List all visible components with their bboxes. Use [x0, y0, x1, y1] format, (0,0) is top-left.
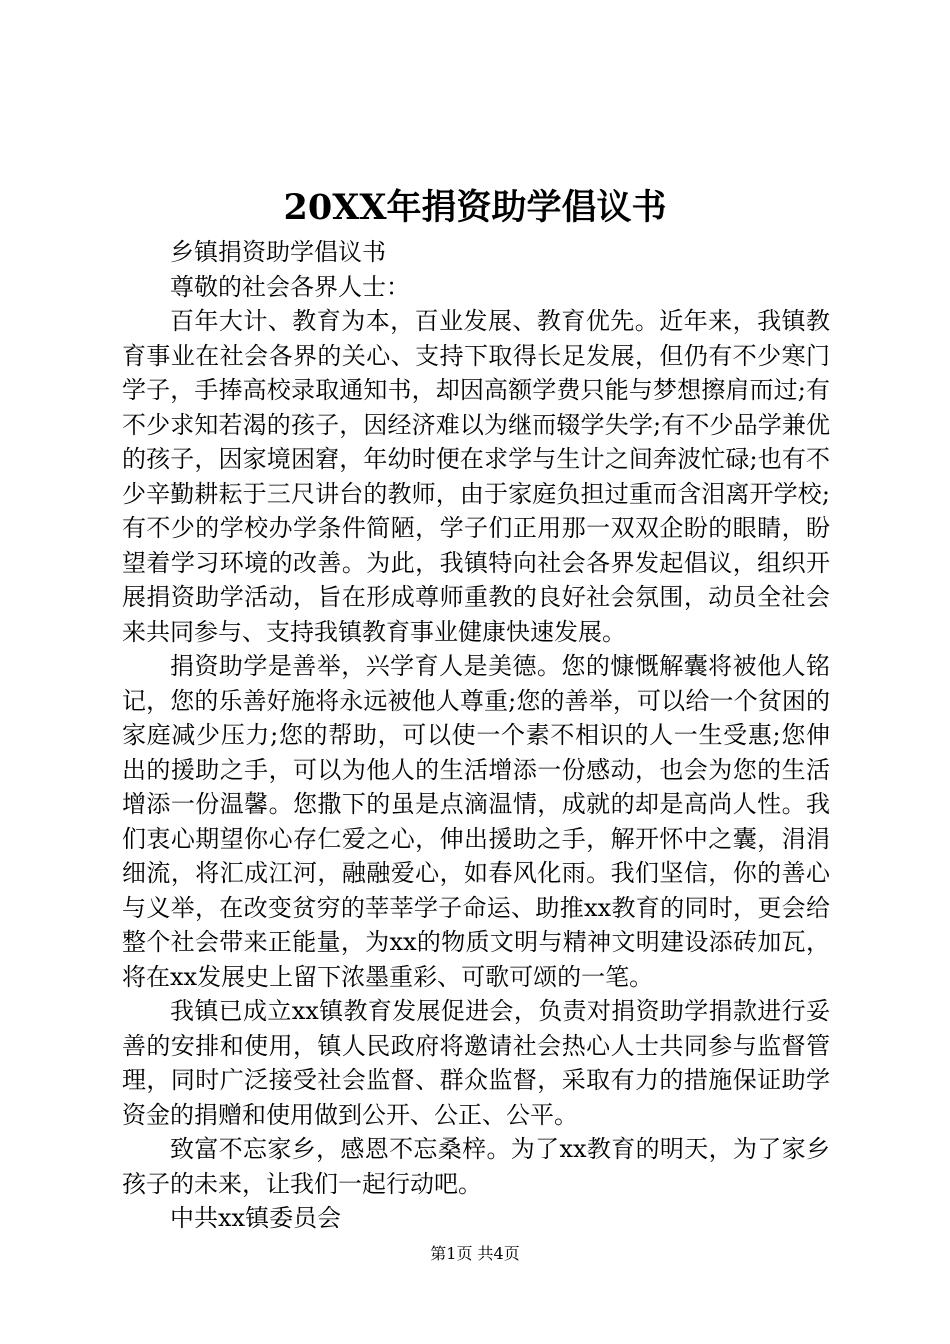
paragraph-salutation: 尊敬的社会各界人士：	[170, 272, 410, 301]
paragraph-signature: 中共xx镇委员会	[170, 1204, 342, 1232]
paragraph-body: 捐资助学是善举，兴学育人是美德。您的慷慨解囊将被他人铭记，您的乐善好施将永远被他人尊重;您的善举，可以给一个贫困的家庭减少压力;您的帮助，可以使一个素不相识的人一生受惠;您伸出的援助之手，可以为他人的生活增添一份感动，也会为您的生活增添一份温馨。您撒下的虽是点滴温情，成就的却是高尚人性。我们衷心期望你心存仁爱之心，伸出援助之手，解开怀中之囊，涓涓细流，将汇成江河，融融爱心，如春风化雨。我们坚信，你的善心与义举，在改变贫穷的莘莘学子命运、助推xx教育的同时，更会给整个社会带来正能量，为xx的物质文明与精神文明建设添砖加瓦，将在xx发展史上留下浓墨重彩、可歌可颂的一笔。	[122, 652, 830, 991]
paragraph-body: 致富不忘家乡，感恩不忘桑梓。为了xx教育的明天，为了家乡孩子的未来，让我们一起行动吧。	[122, 1135, 830, 1198]
document-body	[122, 235, 830, 1236]
document-title: 20XX年捐资助学倡议书	[283, 187, 667, 228]
page-number-footer: 第1页 共4页	[430, 1244, 520, 1263]
paragraph-body: 我镇已成立xx镇教育发展促进会，负责对捐资助学捐款进行妥善的安排和使用，镇人民政府将邀请社会热心人士共同参与监督管理，同时广泛接受社会监督、群众监督，采取有力的措施保证助学资金的捐赠和使用做到公开、公正、公平。	[122, 997, 830, 1129]
paragraph-heading: 乡镇捐资助学倡议书	[170, 238, 386, 266]
paragraph-body: 百年大计、教育为本，百业发展、教育优先。近年来，我镇教育事业在社会各界的关心、支持下取得长足发展，但仍有不少寒门学子，手捧高校录取通知书，却因高额学费只能与梦想擦肩而过;有不少求知若渴的孩子，因经济难以为继而辍学失学;有不少品学兼优的孩子，因家境困窘，年幼时便在求学与生计之间奔波忙碌;也有不少辛勤耕耘于三尺讲台的教师，由于家庭负担过重而含泪离开学校;有不少的学校办学条件简陋，学子们正用那一双双企盼的眼睛，盼望着学习环境的改善。为此，我镇特向社会各界发起倡议，组织开展捐资助学活动，旨在形成尊师重教的良好社会氛围，动员全社会来共同参与、支持我镇教育事业健康快速发展。	[122, 307, 830, 646]
